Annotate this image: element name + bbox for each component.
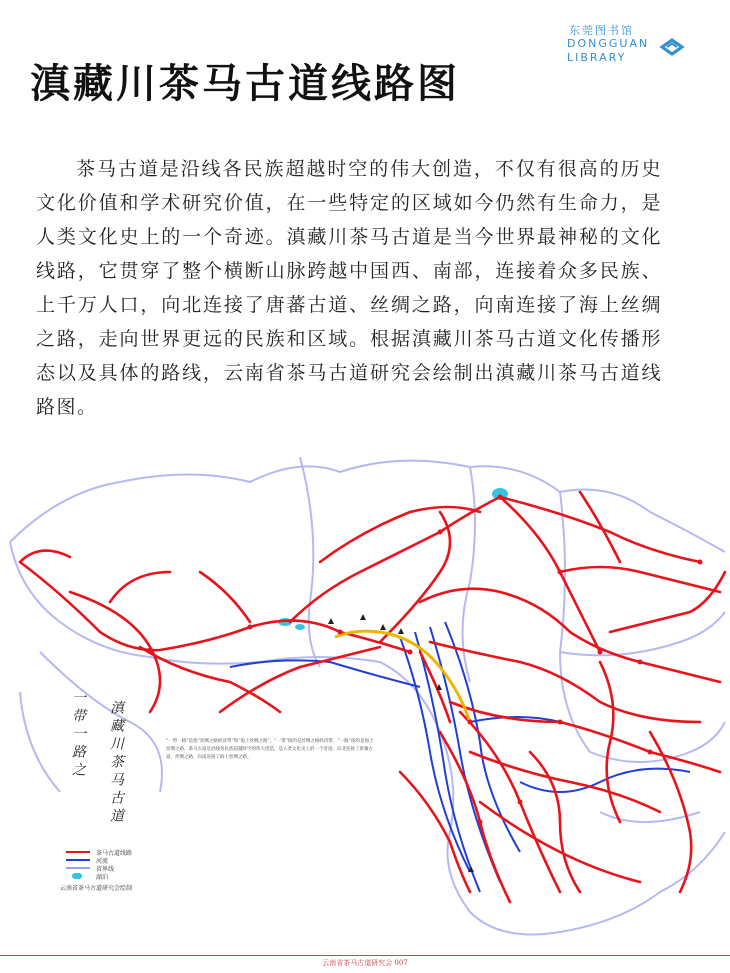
map-title-vertical-2: 滇藏川茶马古道 bbox=[108, 700, 124, 826]
logo-english-line-2: LIBRARY bbox=[567, 51, 627, 64]
library-logo-icon bbox=[659, 36, 685, 58]
footer-divider bbox=[0, 955, 730, 956]
map-note: “一带一路”是指“丝绸之路经济带”和“海上丝绸之路”。“一带”指的是丝绸之路经济带，“一路”指的是海上丝绸之路。茶马古道是沿线各民族超越时空的伟大创造，是人类文化史上的一个奇迹，向北连接了唐蕃古道、丝绸之路，向南连接了海上丝绸之路。 bbox=[166, 739, 374, 760]
legend-lake-swatch bbox=[72, 873, 82, 879]
intro-paragraph: 茶马古道是沿线各民族超越时空的伟大创造，不仅有很高的历史文化价值和学术研究价值，在一些特定的区域如今仍然有生命力，是人类文化史上的一个奇迹。滇藏川茶马古道是当今世界最神秘的文化线路，它贯穿了整个横断山脉跨越中国西、南部，连接着众多民族、上千万人口，向北连接了唐蕃古道、丝绸之路，向南连接了海上丝绸之路，走向世界更远的民族和区域。根据滇藏川茶马古道文化传播形态以及具体的路线，云南省茶马古道研究会绘制出滇藏川茶马古道线路图。 bbox=[36, 158, 662, 418]
footer-text: 云南省茶马古道研究会 007 bbox=[322, 959, 408, 967]
legend-route-swatch bbox=[66, 851, 90, 853]
legend-lake-label: 湖泊 bbox=[96, 874, 109, 881]
legend-river-label: 河流 bbox=[96, 858, 109, 865]
legend-route-label: 茶马古道线路 bbox=[96, 850, 133, 857]
logo-chinese-name: 东莞图书馆 bbox=[569, 24, 634, 37]
page-title: 滇藏川茶马古道线路图 bbox=[30, 60, 460, 107]
legend-border-swatch bbox=[66, 867, 90, 869]
legend-river-swatch bbox=[66, 859, 90, 861]
logo-english-line-1: DONGGUAN bbox=[567, 37, 650, 50]
border-lines bbox=[10, 457, 725, 935]
legend-border-label: 省界线 bbox=[96, 866, 115, 873]
library-logo bbox=[567, 22, 687, 66]
tea-horse-road-routes bbox=[20, 492, 725, 902]
map-title-vertical-1: 一带一路之 bbox=[70, 690, 86, 780]
map-credit: 云南省茶马古道研究会绘制 bbox=[60, 885, 133, 892]
